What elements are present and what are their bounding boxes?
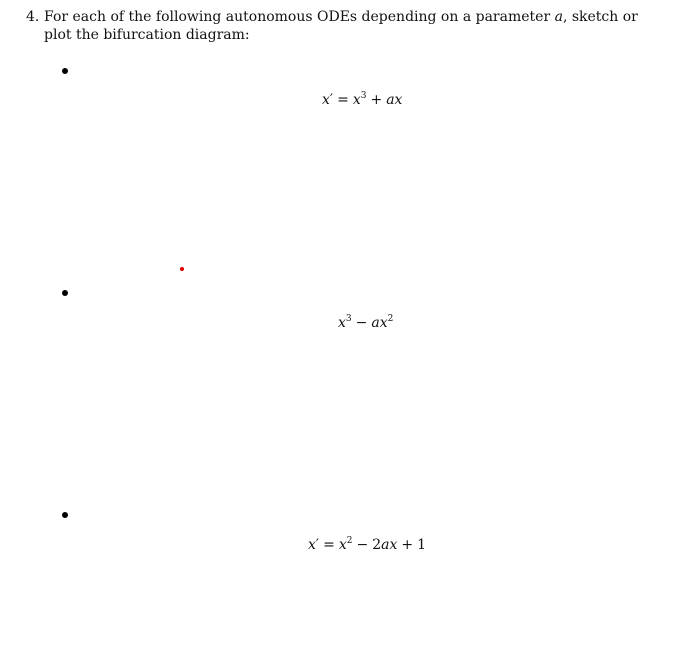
eq1-term1-exponent: 3 bbox=[360, 91, 367, 101]
eq3-op1: − bbox=[356, 537, 369, 553]
eq2-op1: − bbox=[355, 315, 368, 331]
red-mark bbox=[180, 267, 184, 271]
equation-2 bbox=[338, 314, 393, 332]
eq3-equals: = bbox=[323, 537, 335, 553]
eq1-term2: ax bbox=[386, 92, 403, 108]
eq1-prime: ′ bbox=[329, 92, 334, 108]
bullet-2-icon bbox=[62, 290, 68, 296]
eq2-term2: ax bbox=[371, 315, 388, 331]
eq1-op1: + bbox=[370, 92, 383, 108]
eq3-term1-exponent: 2 bbox=[346, 536, 353, 546]
parameter-symbol: a bbox=[554, 9, 563, 25]
eq2-term2-exponent: 2 bbox=[387, 314, 394, 324]
eq3-lhs: x bbox=[308, 537, 316, 553]
problem-text bbox=[44, 8, 656, 44]
equation-1 bbox=[322, 91, 402, 109]
eq1-lhs: x bbox=[322, 92, 330, 108]
eq3-prime: ′ bbox=[315, 537, 320, 553]
eq3-term1: x bbox=[338, 537, 347, 553]
eq3-term2: ax bbox=[381, 537, 398, 553]
problem-text-part-2: , sketch or plot the bifurcation diagram: bbox=[44, 9, 638, 43]
eq3-term2-coefficient: 2 bbox=[372, 537, 382, 553]
eq1-equals: = bbox=[337, 92, 349, 108]
eq2-term1: x bbox=[338, 315, 346, 331]
bullet-3-icon bbox=[62, 512, 68, 518]
eq2-term1-exponent: 3 bbox=[345, 314, 352, 324]
eq3-term3: 1 bbox=[417, 537, 427, 553]
equation-3 bbox=[308, 536, 426, 554]
problem-text-part-1: For each of the following autonomous ODEs depending on a parameter bbox=[44, 9, 555, 25]
eq3-op2: + bbox=[401, 537, 414, 553]
bullet-1-icon bbox=[62, 68, 68, 74]
problem-statement bbox=[26, 8, 656, 44]
eq1-term1: x bbox=[352, 92, 361, 108]
problem-number: 4. bbox=[26, 9, 40, 25]
